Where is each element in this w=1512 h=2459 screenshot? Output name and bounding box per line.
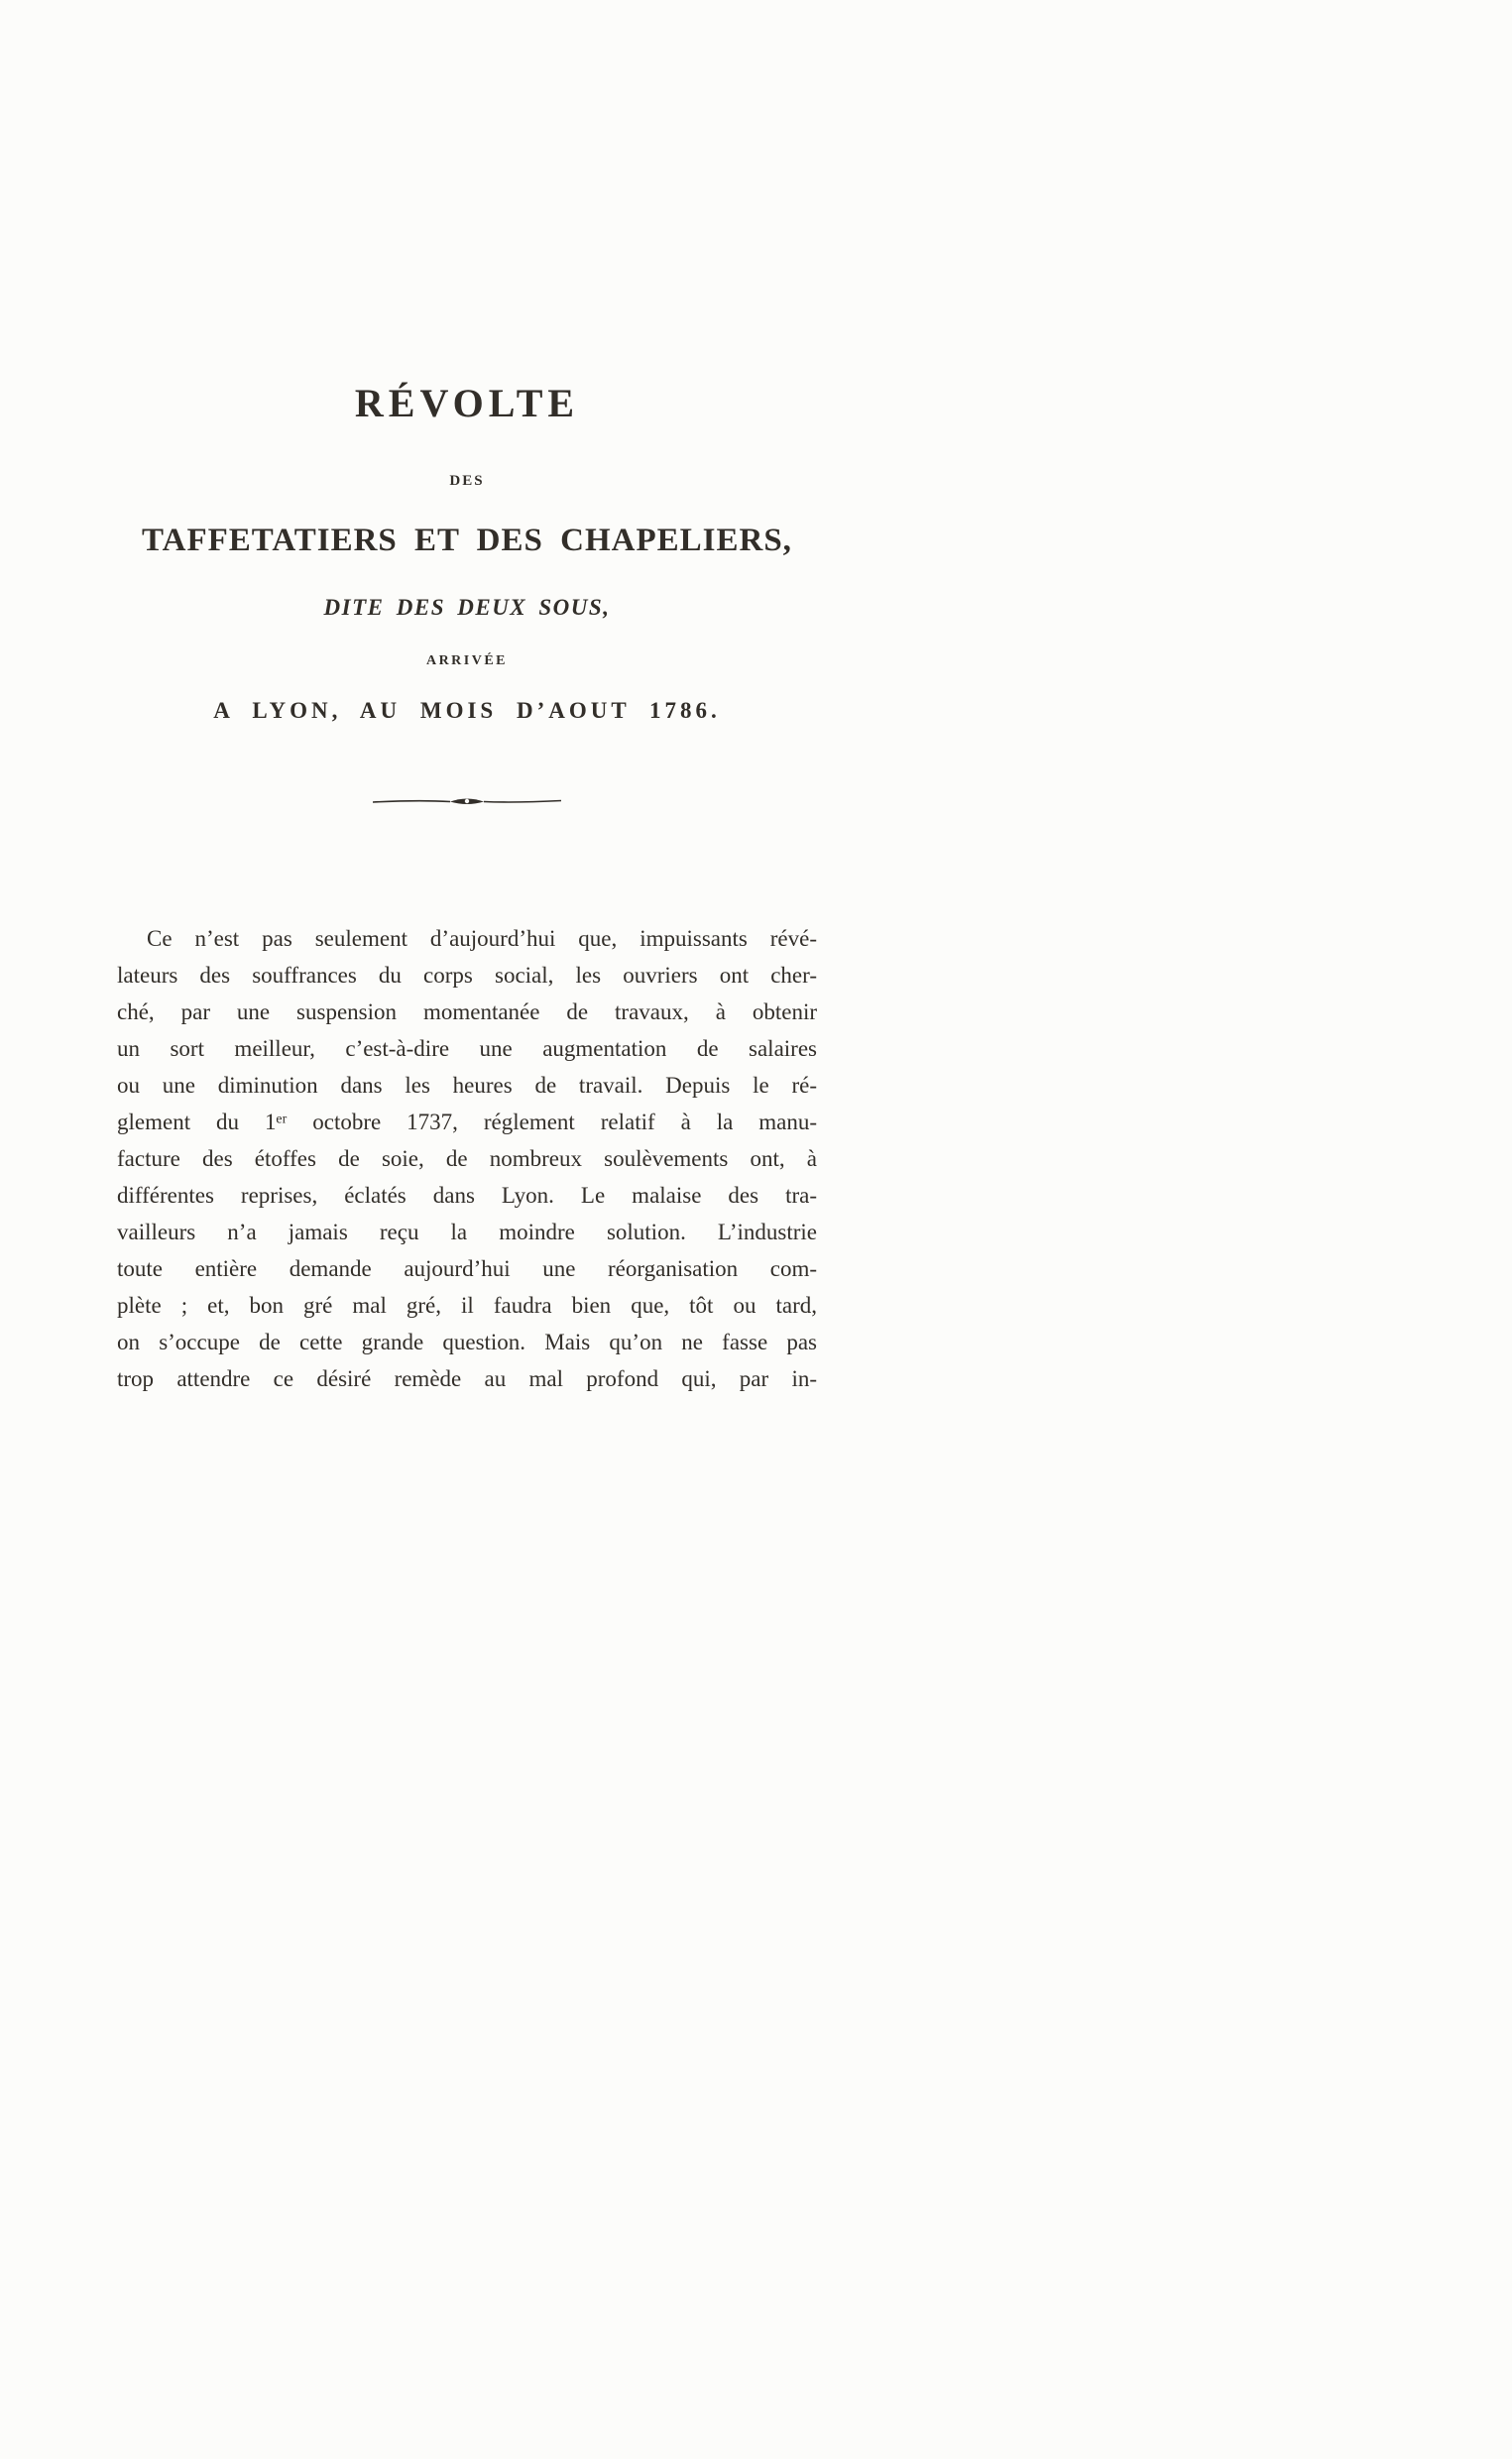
body-paragraph xyxy=(117,920,817,1397)
subtitle-arrivee: ARRIVÉE xyxy=(425,653,509,668)
text-line: facture des étoffes de soie, de nombreux soulèvements ont, à xyxy=(117,1146,817,1171)
text-line: plète ; et, bon gré mal gré, il faudra bien que, tôt ou tard, xyxy=(117,1293,817,1318)
ornament-divider xyxy=(117,793,817,814)
text-line: un sort meilleur, c’est-à-dire une augmentation de salaires xyxy=(117,1036,817,1061)
text-line: on s’occupe de cette grande question. Mais qu’on ne fasse pas xyxy=(117,1330,817,1354)
text-line: glement du 1ᵉʳ octobre 1737, réglement relatif à la manu- xyxy=(117,1110,817,1134)
text-line: vailleurs n’a jamais reçu la moindre solution. L’industrie xyxy=(117,1220,817,1244)
text-line: ou une diminution dans les heures de travail. Depuis le ré- xyxy=(117,1073,817,1098)
text-line: ché, par une suspension momentanée de travaux, à obtenir xyxy=(117,999,817,1024)
subtitle-des: DES xyxy=(449,473,485,489)
subtitle-dite: DITE DES DEUX SOUS, xyxy=(323,595,611,620)
place-date-line: A LYON, AU MOIS D’AOUT 1786. xyxy=(213,698,721,723)
subtitle-main: TAFFETATIERS ET DES CHAPELIERS, xyxy=(142,523,792,558)
text-line: trop attendre ce désiré remède au mal profond qui, par in- xyxy=(117,1366,817,1391)
text-line: Ce n’est pas seulement d’aujourd’hui que, impuissants révé- xyxy=(147,926,817,951)
text-line: toute entière demande aujourd’hui une réorganisation com- xyxy=(117,1256,817,1281)
ornament-icon xyxy=(373,793,561,809)
page-title: RÉVOLTE xyxy=(354,381,580,425)
text-line: lateurs des souffrances du corps social, les ouvriers ont cher- xyxy=(117,963,817,988)
text-line: différentes reprises, éclatés dans Lyon. Le malaise des tra- xyxy=(117,1183,817,1208)
